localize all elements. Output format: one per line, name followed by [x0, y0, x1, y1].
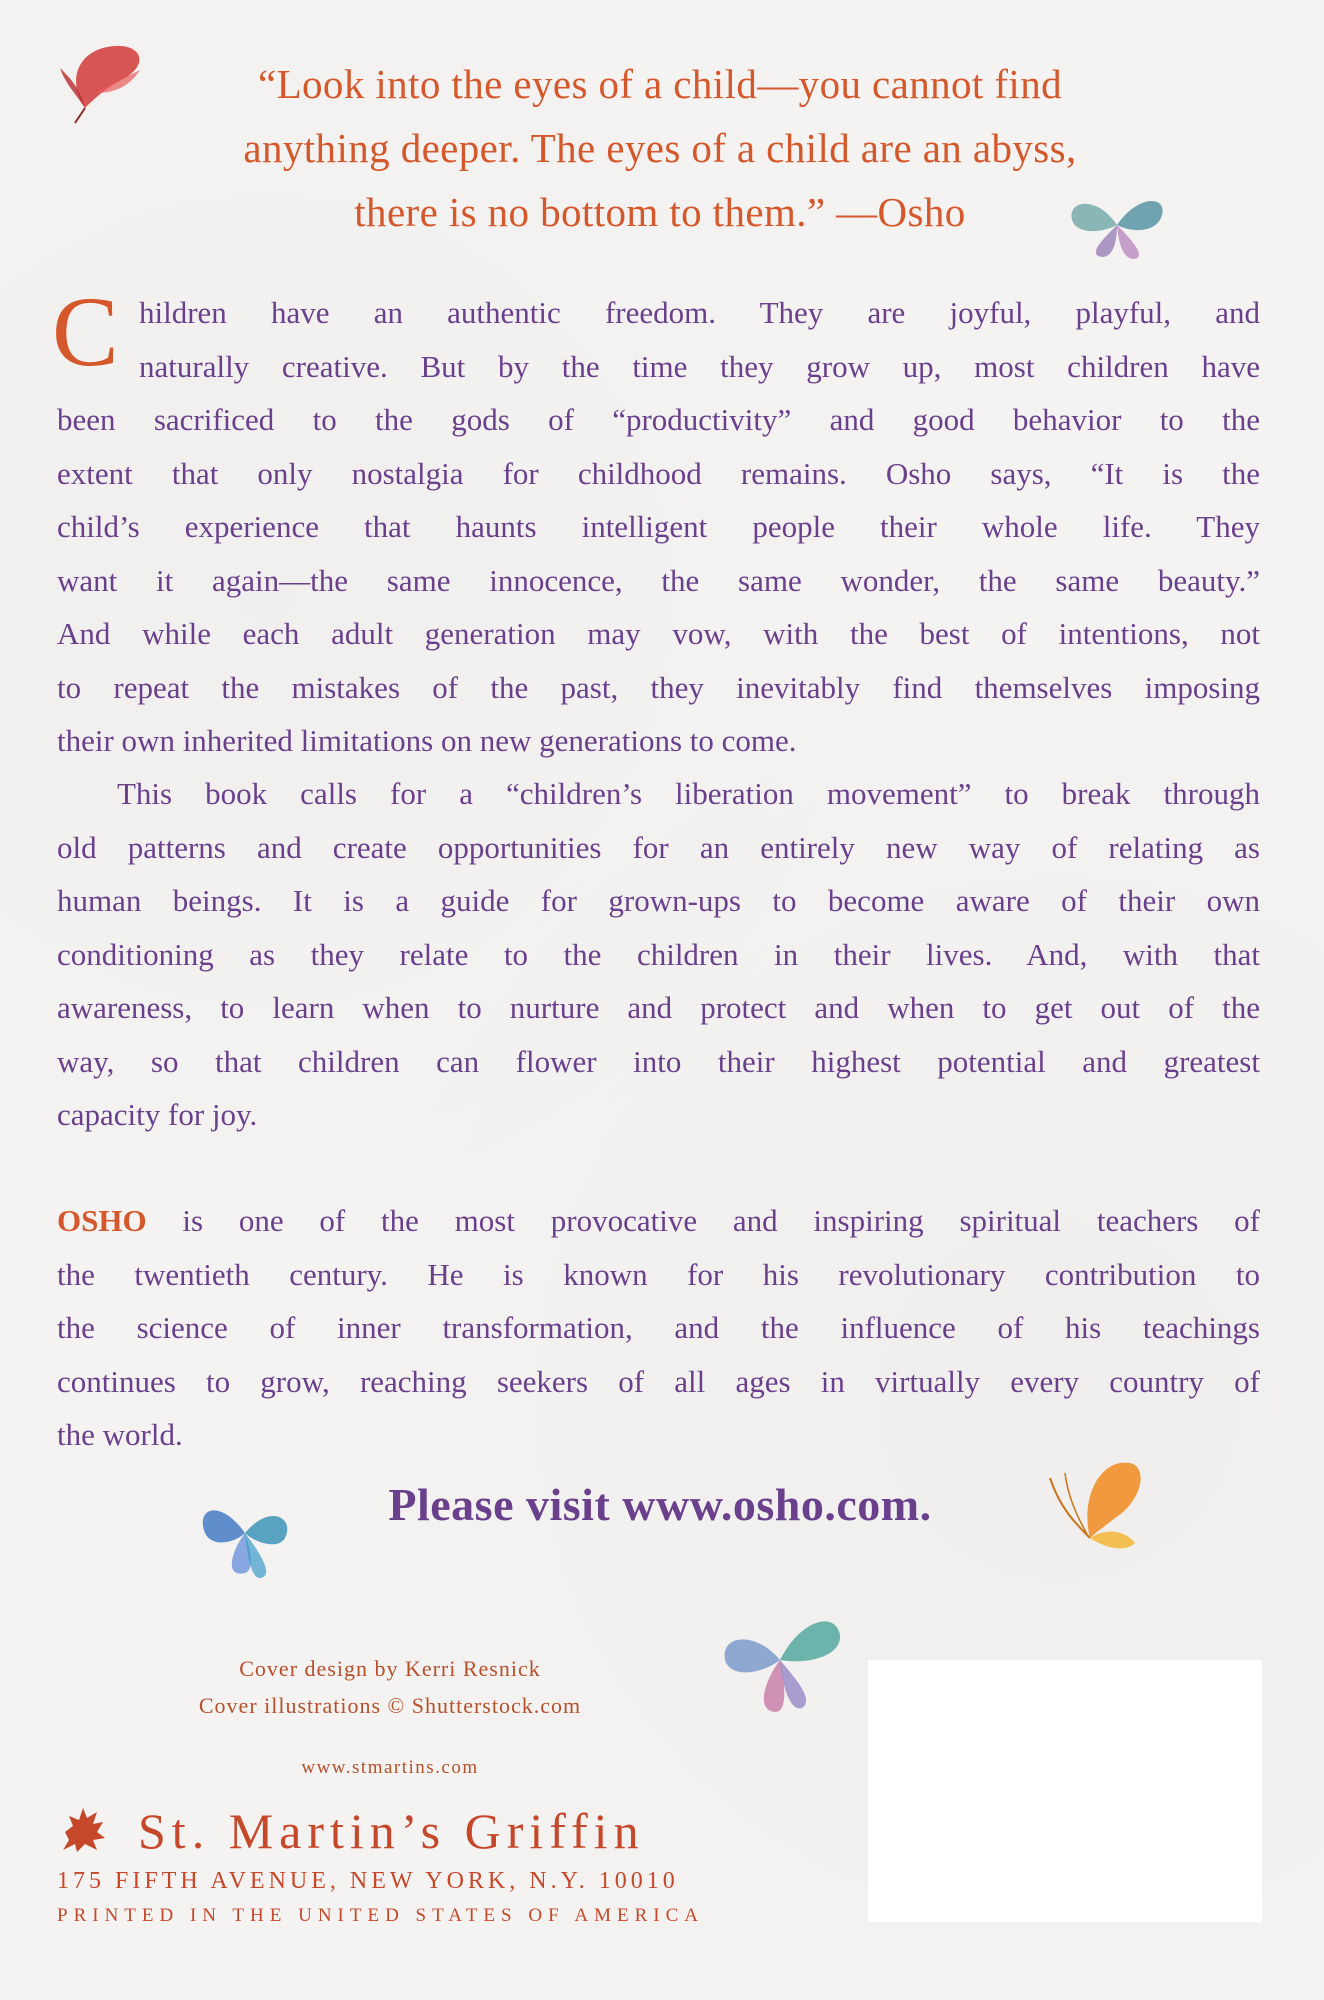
description-paragraph-2	[57, 767, 1260, 1142]
paragraph-line: This book calls for a “children’s liberation movement” to break through	[117, 776, 1260, 811]
paragraph-line: human beings. It is a guide for grown-ups to become aware of their own	[57, 883, 1260, 918]
paragraph-line: way, so that children can flower into their highest potential and greatest	[57, 1043, 1260, 1079]
publisher-address: 175 FIFTH AVENUE, NEW YORK, N.Y. 10010	[57, 1868, 679, 1894]
paragraph-line: hildren have an authentic freedom. They are joyful, playful, and	[139, 295, 1260, 330]
paragraph-line: want it again—the same innocence, the same wonder, the same beauty.”	[57, 562, 1260, 598]
griffin-logo-icon	[55, 1800, 111, 1856]
quote-line-3: there is no bottom to them.” —Osho	[354, 189, 966, 235]
author-bio	[57, 1194, 1260, 1462]
cover-illustration-credit: Cover illustrations © Shutterstock.com	[198, 1693, 582, 1718]
publisher-name: St. Martin’s Griffin	[138, 1803, 645, 1859]
paragraph-line: to repeat the mistakes of the past, they inevitably find themselves imposing	[57, 669, 1260, 705]
paragraph-line: extent that only nostalgia for childhood remains. Osho says, “It is the	[57, 455, 1260, 491]
paragraph-line: naturally creative. But by the time they grow up, most children have	[139, 348, 1260, 384]
purple-teal-butterfly-icon	[710, 1600, 850, 1725]
paragraph-line: conditioning as they relate to the children in their lives. And, with that	[57, 936, 1260, 972]
paragraph-line: And while each adult generation may vow, with the best of intentions, not	[57, 616, 1260, 651]
orange-butterfly-icon	[1030, 1448, 1150, 1568]
cover-credits	[130, 1650, 650, 1724]
quote-line-1: “Look into the eyes of a child—you cannot find	[257, 61, 1063, 107]
paragraph-line: old patterns and create opportunities for an entirely new way of relating as	[57, 829, 1260, 865]
barcode-area	[868, 1660, 1262, 1922]
visit-website-line: Please visit www.osho.com.	[388, 1479, 932, 1530]
bio-line: the twentieth century. He is known for his revolutionary contribution to	[57, 1256, 1260, 1292]
drop-cap: C	[52, 276, 119, 387]
paragraph-line: awareness, to learn when to nurture and protect and when to get out of the	[57, 990, 1260, 1025]
quote-line-2: anything deeper. The eyes of a child are an abyss,	[243, 125, 1077, 171]
bio-line: continues to grow, reaching seekers of all ages in virtually every country of	[57, 1363, 1260, 1399]
paragraph-line: child’s experience that haunts intelligent people their whole life. They	[57, 509, 1260, 544]
author-name: OSHO	[57, 1203, 147, 1238]
cover-design-credit: Cover design by Kerri Resnick	[239, 1656, 541, 1681]
blue-butterfly-icon	[190, 1478, 300, 1588]
bio-line: the world.	[57, 1417, 183, 1452]
paragraph-line: their own inherited limitations on new generations to come.	[57, 723, 797, 758]
printed-in-line: PRINTED IN THE UNITED STATES OF AMERICA	[57, 1905, 704, 1926]
bio-line-rest: is one of the most provocative and inspiring spiritual teachers of	[146, 1203, 1260, 1238]
description-paragraph-1	[57, 286, 1260, 768]
paragraph-line: been sacrificed to the gods of “productivity” and good behavior to the	[57, 402, 1260, 437]
publisher-url: www.stmartins.com	[301, 1757, 479, 1778]
bio-line: the science of inner transformation, and the influence of his teachings	[57, 1310, 1260, 1345]
epigraph-quote	[120, 52, 1200, 244]
bio-first-line	[57, 1194, 1260, 1248]
paragraph-line: capacity for joy.	[57, 1097, 258, 1132]
